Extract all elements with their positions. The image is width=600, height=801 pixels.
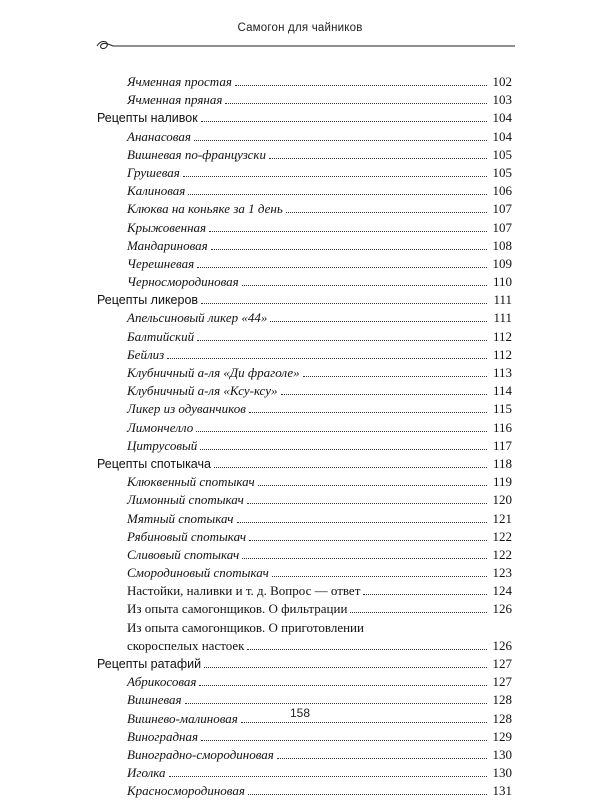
toc-entry xyxy=(97,673,512,691)
toc-entry-title: Клубничный а-ля «Ксу-ксу» xyxy=(127,383,278,399)
toc-entry xyxy=(97,764,512,782)
toc-entry xyxy=(97,619,512,637)
dot-leader xyxy=(363,594,487,595)
toc-entry-page: 122 xyxy=(492,528,512,544)
dot-leader xyxy=(248,794,487,795)
toc-entry-page: 105 xyxy=(492,164,512,180)
running-title: Самогон для чайников xyxy=(237,22,363,34)
toc-entry-page: 112 xyxy=(492,328,512,344)
dot-leader xyxy=(277,758,487,759)
toc-entry xyxy=(97,510,512,528)
toc-entry-page: 122 xyxy=(492,546,512,562)
toc-entry xyxy=(97,473,512,491)
toc-entry-page: 128 xyxy=(492,710,512,726)
dot-leader xyxy=(269,158,487,159)
dot-leader xyxy=(242,558,487,559)
toc-entry-continuation xyxy=(97,637,512,655)
dot-leader xyxy=(188,194,487,195)
toc-entry-title: Бейлиз xyxy=(127,346,165,362)
toc-entry xyxy=(97,782,512,800)
toc-entry-title: Ячменная простая xyxy=(127,74,232,89)
dot-leader xyxy=(247,649,487,650)
toc-entry-title: Настойки, наливки и т. д. Вопрос — ответ xyxy=(127,583,361,599)
toc-entry-page: 112 xyxy=(492,346,512,362)
toc-entry-page: 111 xyxy=(493,310,512,326)
toc-entry-title: Мандариновая xyxy=(127,237,208,253)
table-of-contents xyxy=(97,73,512,801)
toc-entry-title: Черешневая xyxy=(127,255,195,271)
toc-entry-title: Виноградно-смородиновая xyxy=(127,746,274,762)
toc-entry-page: 127 xyxy=(492,656,512,671)
toc-entry xyxy=(97,309,512,327)
toc-entry-title: Черносмородиновая xyxy=(127,274,239,290)
toc-entry-title: Клюква на коньяке за 1 день xyxy=(127,201,283,217)
toc-entry-page: 115 xyxy=(492,401,512,417)
dot-leader xyxy=(197,267,487,268)
toc-entry-page: 105 xyxy=(492,146,512,162)
toc-entry-page: 124 xyxy=(492,583,512,599)
toc-entry xyxy=(97,728,512,746)
toc-entry xyxy=(97,182,512,200)
dot-leader xyxy=(225,103,487,104)
toc-entry-page: 120 xyxy=(492,492,512,508)
dot-leader xyxy=(258,485,487,486)
toc-entry-page: 114 xyxy=(492,383,512,399)
toc-entry-title: Абрикосовая xyxy=(127,674,197,690)
toc-entry-page: 117 xyxy=(492,437,512,453)
toc-entry-page: 103 xyxy=(492,92,512,108)
dot-leader xyxy=(200,449,487,450)
toc-entry-title: Иголка xyxy=(127,765,166,781)
toc-entry-title: Рецепты спотыкача xyxy=(97,456,211,471)
dot-leader xyxy=(211,249,487,250)
dot-leader xyxy=(185,703,487,704)
toc-entry-title: Рецепты ликеров xyxy=(97,293,199,308)
toc-entry xyxy=(97,128,512,146)
toc-section xyxy=(97,291,512,309)
dot-leader xyxy=(242,285,487,286)
dot-leader xyxy=(204,667,487,668)
dot-leader xyxy=(169,776,487,777)
toc-entry-page: 121 xyxy=(492,510,512,526)
toc-entry-title: Ананасовая xyxy=(127,128,191,144)
toc-entry-title: Цитрусовый xyxy=(127,437,198,453)
toc-entry xyxy=(97,200,512,218)
toc-entry xyxy=(97,364,512,382)
toc-entry-title: Сливовый спотыкач xyxy=(127,546,240,562)
toc-entry xyxy=(97,582,512,600)
toc-entry-title: скороспелых настоек xyxy=(127,637,245,653)
dot-leader xyxy=(303,376,487,377)
dot-leader xyxy=(167,358,487,359)
toc-entry-page: 131 xyxy=(492,783,512,799)
toc-entry-page: 109 xyxy=(492,255,512,271)
toc-entry-page: 130 xyxy=(492,765,512,781)
dot-leader xyxy=(350,612,487,613)
toc-entry xyxy=(97,400,512,418)
dot-leader xyxy=(197,340,487,341)
toc-entry xyxy=(97,273,512,291)
dot-leader xyxy=(199,685,487,686)
ornament-rule-icon xyxy=(95,37,515,53)
toc-section xyxy=(97,109,512,127)
toc-entry-page: 108 xyxy=(492,237,512,253)
toc-entry xyxy=(97,346,512,364)
toc-entry xyxy=(97,255,512,273)
dot-leader xyxy=(249,412,487,413)
toc-entry-page: 123 xyxy=(492,565,512,581)
toc-entry-title: Лимончелло xyxy=(127,419,194,435)
toc-entry-title: Апельсиновый ликер «44» xyxy=(127,310,268,326)
dot-leader xyxy=(247,503,487,504)
dot-leader xyxy=(201,303,487,304)
toc-entry-title: Клубничный а-ля «Ди фраголе» xyxy=(127,365,300,380)
dot-leader xyxy=(281,394,487,395)
toc-entry-page: 102 xyxy=(492,74,512,89)
toc-entry-title: Рецепты наливок xyxy=(97,111,198,126)
toc-entry-title: Клюквенный спотыкач xyxy=(127,474,255,490)
toc-entry xyxy=(97,164,512,182)
toc-entry-page: 111 xyxy=(493,292,512,308)
toc-entry xyxy=(97,600,512,618)
dot-leader xyxy=(209,231,487,232)
dot-leader xyxy=(235,85,487,86)
toc-entry-page: 130 xyxy=(492,746,512,762)
toc-entry-page: 113 xyxy=(492,365,512,380)
dot-leader xyxy=(241,722,487,723)
toc-entry xyxy=(97,382,512,400)
toc-entry-page: 104 xyxy=(492,110,512,126)
toc-entry-title: Грушевая xyxy=(127,164,180,180)
toc-entry-page: 107 xyxy=(492,219,512,235)
toc-entry xyxy=(97,237,512,255)
toc-entry-title: Виноградная xyxy=(127,728,199,744)
toc-entry-page: 129 xyxy=(492,728,512,744)
dot-leader xyxy=(237,522,487,523)
toc-entry-title: Из опыта самогонщиков. О фильтрации xyxy=(127,601,348,617)
toc-entry-title: Калиновая xyxy=(127,183,186,199)
toc-entry-title: Красносмородиновая xyxy=(127,783,245,799)
toc-entry-page: 116 xyxy=(492,419,512,435)
toc-entry xyxy=(97,328,512,346)
toc-entry xyxy=(97,564,512,582)
toc-entry-page: 110 xyxy=(492,274,512,290)
dot-leader xyxy=(270,321,487,322)
dot-leader xyxy=(194,140,487,141)
toc-entry-title: Мятный спотыкач xyxy=(127,510,234,526)
toc-entry xyxy=(97,219,512,237)
toc-entry-title: Вишнево-малиновая xyxy=(127,710,238,726)
toc-entry-page: 118 xyxy=(492,455,512,471)
toc-entry-page: 119 xyxy=(492,474,512,490)
toc-entry xyxy=(97,546,512,564)
toc-entry-title: Рябиновый спотыкач xyxy=(127,528,247,544)
dot-leader xyxy=(249,540,487,541)
toc-entry-page: 127 xyxy=(492,674,512,690)
toc-entry xyxy=(97,419,512,437)
dot-leader xyxy=(286,212,487,213)
toc-entry xyxy=(97,437,512,455)
toc-section xyxy=(97,455,512,473)
toc-entry-page: 104 xyxy=(492,128,512,144)
toc-entry-title: Ячменная пряная xyxy=(127,92,223,108)
toc-section xyxy=(97,655,512,673)
dot-leader xyxy=(214,467,487,468)
toc-entry-title: Лимонный спотыкач xyxy=(127,492,244,508)
toc-entry-page: 107 xyxy=(492,201,512,217)
toc-entry-title: Крыжовенная xyxy=(127,219,207,235)
toc-entry xyxy=(97,91,512,109)
toc-entry-page: 128 xyxy=(492,692,512,708)
toc-entry-title: Вишневая xyxy=(127,692,182,708)
toc-entry-page: 106 xyxy=(492,183,512,199)
dot-leader xyxy=(201,121,487,122)
toc-entry xyxy=(97,491,512,509)
dot-leader xyxy=(201,740,487,741)
page-number: 158 xyxy=(289,706,311,720)
toc-entry xyxy=(97,746,512,764)
toc-entry xyxy=(97,528,512,546)
toc-entry-page: 126 xyxy=(492,637,512,653)
dot-leader xyxy=(272,576,487,577)
dot-leader xyxy=(196,431,487,432)
toc-entry-title: Вишневая по-французски xyxy=(127,146,267,162)
toc-entry xyxy=(97,146,512,164)
toc-entry-page: 126 xyxy=(492,601,512,617)
toc-entry xyxy=(97,73,512,91)
toc-entry-title: Смородиновый спотыкач xyxy=(127,565,269,581)
toc-entry-title: Рецепты ратафий xyxy=(97,657,202,671)
dot-leader xyxy=(183,176,487,177)
toc-entry-title: Из опыта самогонщиков. О приготовлении xyxy=(127,619,364,635)
toc-entry-title: Ликер из одуванчиков xyxy=(127,401,246,417)
toc-entry-title: Балтийский xyxy=(127,328,195,344)
